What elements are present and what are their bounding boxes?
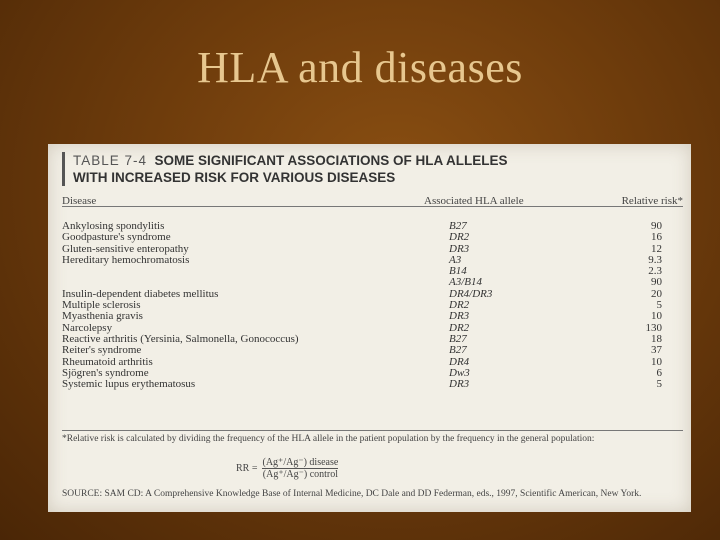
table-heading — [62, 152, 508, 186]
row-risk: 2.3 — [648, 265, 662, 278]
row-risk: 37 — [651, 344, 662, 357]
row-allele: B14 — [449, 265, 467, 278]
row-disease: Gluten-sensitive enteropathy — [62, 242, 189, 255]
row-allele: DR2 — [449, 299, 470, 312]
table-row — [62, 266, 687, 277]
row-risk: 10 — [651, 355, 662, 368]
row-risk: 5 — [656, 299, 662, 312]
table-source: SOURCE: SAM CD: A Comprehensive Knowledge Base of Internal Medicine, DC Dale and DD Federman, eds., 1997, Scientific American, New York. — [62, 489, 642, 499]
row-risk: 18 — [651, 332, 662, 345]
table-row — [62, 300, 687, 311]
row-allele: B27 — [449, 332, 467, 345]
table-row — [62, 232, 687, 243]
table-bottom-rule — [62, 430, 683, 431]
row-allele: A3 — [449, 253, 462, 266]
row-risk: 90 — [651, 220, 662, 232]
table-row — [62, 379, 687, 390]
row-disease: Systemic lupus erythematosus — [62, 378, 196, 391]
row-risk: 5 — [656, 378, 662, 391]
row-disease: Myasthenia gravis — [62, 310, 143, 323]
row-allele: A3/B14 — [449, 276, 482, 289]
table-row — [62, 311, 687, 322]
table-top-rule — [62, 206, 683, 207]
row-disease: Insulin-dependent diabetes mellitus — [62, 287, 219, 300]
row-risk: 12 — [651, 242, 662, 255]
textbook-table-scan — [48, 144, 691, 512]
row-disease: Hereditary hemochromatosis — [62, 253, 190, 266]
row-allele: DR3 — [449, 310, 470, 323]
table-title-line2: WITH INCREASED RISK FOR VARIOUS DISEASES — [73, 170, 396, 185]
row-disease: Reactive arthritis (Yersinia, Salmonella, Gonococcus) — [62, 332, 299, 345]
row-disease: Sjögren's syndrome — [62, 366, 149, 379]
table-row — [62, 255, 687, 266]
formula-fraction — [262, 457, 338, 480]
row-disease: Reiter's syndrome — [62, 344, 142, 357]
col-header-allele: Associated HLA allele — [424, 195, 524, 207]
table-row — [62, 289, 687, 300]
row-allele: B27 — [449, 344, 467, 357]
row-allele: DR3 — [449, 242, 470, 255]
row-risk: 20 — [651, 287, 662, 300]
row-risk: 6 — [656, 366, 662, 379]
row-allele: DR2 — [449, 231, 470, 244]
row-allele: DR3 — [449, 378, 470, 391]
formula-lhs: RR = — [236, 463, 258, 474]
row-allele: B27 — [449, 220, 467, 232]
table-body — [62, 221, 687, 390]
row-disease: Ankylosing spondylitis — [62, 220, 165, 232]
formula-denominator: (Ag⁺/Ag⁻) control — [262, 469, 339, 480]
row-risk: 9.3 — [648, 253, 662, 266]
row-risk: 90 — [651, 276, 662, 289]
row-allele: Dw3 — [449, 366, 470, 379]
formula-numerator: (Ag⁺/Ag⁻) disease — [262, 457, 339, 468]
table-row — [62, 345, 687, 356]
row-risk: 10 — [651, 310, 662, 323]
row-allele: DR4 — [449, 355, 470, 368]
row-disease: Rheumatoid arthritis — [62, 355, 153, 368]
relative-risk-formula — [236, 457, 338, 480]
row-allele: DR2 — [449, 321, 470, 334]
row-allele: DR4/DR3 — [449, 287, 493, 300]
row-disease: Multiple sclerosis — [62, 299, 141, 312]
table-row — [62, 357, 687, 368]
table-number: TABLE 7-4 — [73, 153, 148, 168]
table-footnote: *Relative risk is calculated by dividing the frequency of the HLA allele in the patient population by the frequency in the general population: — [62, 434, 595, 444]
col-header-disease: Disease — [62, 195, 97, 207]
table-title-line1: SOME SIGNIFICANT ASSOCIATIONS OF HLA ALLELES — [154, 153, 508, 168]
row-disease: Narcolepsy — [62, 321, 113, 334]
row-risk: 130 — [645, 321, 662, 334]
row-risk: 16 — [651, 231, 662, 244]
col-header-risk: Relative risk* — [621, 195, 683, 207]
slide-title: HLA and diseases — [197, 43, 523, 92]
row-disease: Goodpasture's syndrome — [62, 231, 171, 244]
table-row — [62, 334, 687, 345]
